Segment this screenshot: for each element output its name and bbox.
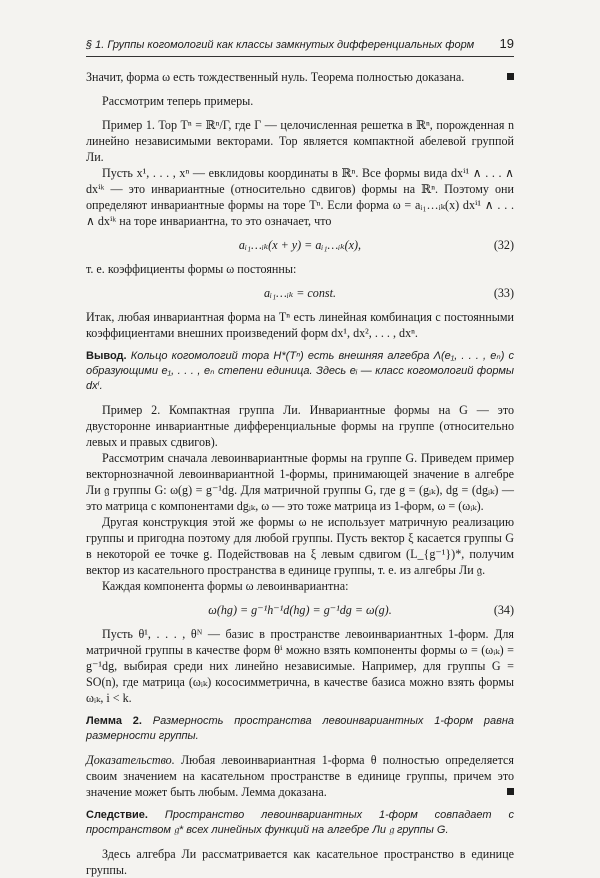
formula-33 [86, 285, 514, 301]
theorem-conclusion [86, 69, 514, 85]
invariant-forms-summary: Итак, любая инвариантная форма на Tⁿ есть линейная комбинация с постоянными коэффициентами внешних произведений форм dx¹, dx², . . . , dxⁿ. [86, 310, 514, 340]
proof-block [86, 752, 514, 800]
page-number: 19 [499, 36, 514, 51]
left-invariant-forms: Рассмотрим сначала левоинвариантные формы на группе G. Приведем пример векторнозначной левоинвариантной 1-формы, принимающей значение в алгебре Ли 𝔤 группы G: ω(g) = g⁻¹dg. Для матричной группы G, где g = (gᵢₖ), dg = (dgᵢₖ) — это матрица с компонентами dgᵢₖ, ω — это тоже матрица из 1-форм, ω = (ωᵢₖ). [86, 451, 514, 513]
section-title: § 1. Группы когомологий как классы замкнутых дифференциальных форм [86, 39, 475, 51]
corollary-text: Пространство левоинвариантных 1-форм совпадает с пространством 𝔤* всех линейных функций на алгебре Ли 𝔤 группы G. [86, 809, 514, 836]
formula-33-body: aᵢ₁…ᵢₖ = const. [263, 286, 336, 300]
formula-33-number: (33) [493, 286, 514, 300]
running-header [86, 36, 514, 57]
coefficients-constant: т. е. коэффициенты формы ω постоянны: [86, 262, 297, 276]
theorem-conclusion-text: Значит, форма ω есть тождественный нуль. Теорема полностью доказана. [86, 70, 465, 84]
alternative-construction: Другая конструкция этой же формы ω не использует матричную реализацию группы и пригодна поэтому для любой группы. Пусть вектор ξ касается группы G в некоторой ее точке g. Подействовав на ξ левым сдвигом (L_{g⁻¹})*, получим вектор из касательного пространства в единице группы, т. е. из алгебры Ли 𝔤. [86, 515, 514, 577]
formula-34-number: (34) [493, 603, 514, 617]
proof-text: Любая левоинвариантная 1-форма θ полностью определяется своим значением на касательном пространстве в единице группы, причем это значение может быть любым. Лемма доказана. [86, 753, 514, 799]
corollary-label: Следствие. [86, 809, 148, 821]
lemma-2 [86, 714, 514, 744]
formula-32-number: (32) [493, 238, 514, 252]
conclusion-label: Вывод. [86, 350, 127, 362]
formula-34 [86, 602, 514, 618]
qed-mark [507, 73, 514, 80]
basis-paragraph: Пусть θ¹, . . . , θᴺ — базис в пространстве левоинвариантных 1-форм. Для матричной группы в качестве форм θⁱ можно взять компоненты формы ω = (ωᵢₖ) = g⁻¹dg, выбирая среди них линейно независимые. Например, для группы G = SO(n), где матрица (ωᵢₖ) кососимметрична, в качестве базиса можно взять формы ωᵢₖ, i < k. [86, 627, 514, 705]
lie-algebra-note: Здесь алгебра Ли рассматривается как касательное пространство в единице группы. [86, 847, 514, 877]
conclusion-text: Кольцо когомологий тора H*(Tⁿ) есть внешняя алгебра Λ(e₁, . . . , eₙ) с образующими e₁, . . . , eₙ степени единица. Здесь eᵢ — класс когомологий формы dxⁱ. [86, 350, 515, 392]
lemma-text: Размерность пространства левоинвариантных 1-форм равна размерности группы. [86, 715, 514, 742]
qed-mark-lemma [507, 788, 514, 795]
corollary-block [86, 808, 514, 838]
example-1: Пример 1. Тор Tⁿ = ℝⁿ/Γ, где Γ — целочисленная решетка в ℝⁿ, порожденная n линейно независимыми векторами. Тор является компактной абелевой группой Ли. [86, 118, 514, 164]
component-invariance: Каждая компонента формы ω левоинвариантна: [102, 579, 349, 593]
example-1-coordinates: Пусть x¹, . . . , xⁿ — евклидовы координаты в ℝⁿ. Все формы вида dxⁱ¹ ∧ . . . ∧ dxⁱᵏ — это инвариантные (относительно сдвигов) формы на ℝⁿ. Поэтому они определяют инвариантные формы на торе Tⁿ. Если форма ω = aᵢ₁…ᵢₖ(x) dxⁱ¹ ∧ . . . ∧ dxⁱᵏ на торе инвариантна, то это означает, что [86, 166, 514, 228]
conclusion-block [86, 349, 514, 394]
formula-32-body: aᵢ₁…ᵢₖ(x + y) = aᵢ₁…ᵢₖ(x), [238, 238, 362, 252]
proof-label: Доказательство. [86, 753, 175, 767]
lemma-label: Лемма 2. [86, 715, 142, 727]
example-2: Пример 2. Компактная группа Ли. Инвариантные формы на G — это двусторонне инвариантные дифференциальные формы на группе (относительно левых и правых сдвигов). [86, 403, 514, 449]
examples-intro: Рассмотрим теперь примеры. [102, 94, 254, 108]
formula-34-body: ω(hg) = g⁻¹h⁻¹d(hg) = g⁻¹dg = ω(g). [208, 603, 392, 617]
formula-32 [86, 237, 514, 253]
